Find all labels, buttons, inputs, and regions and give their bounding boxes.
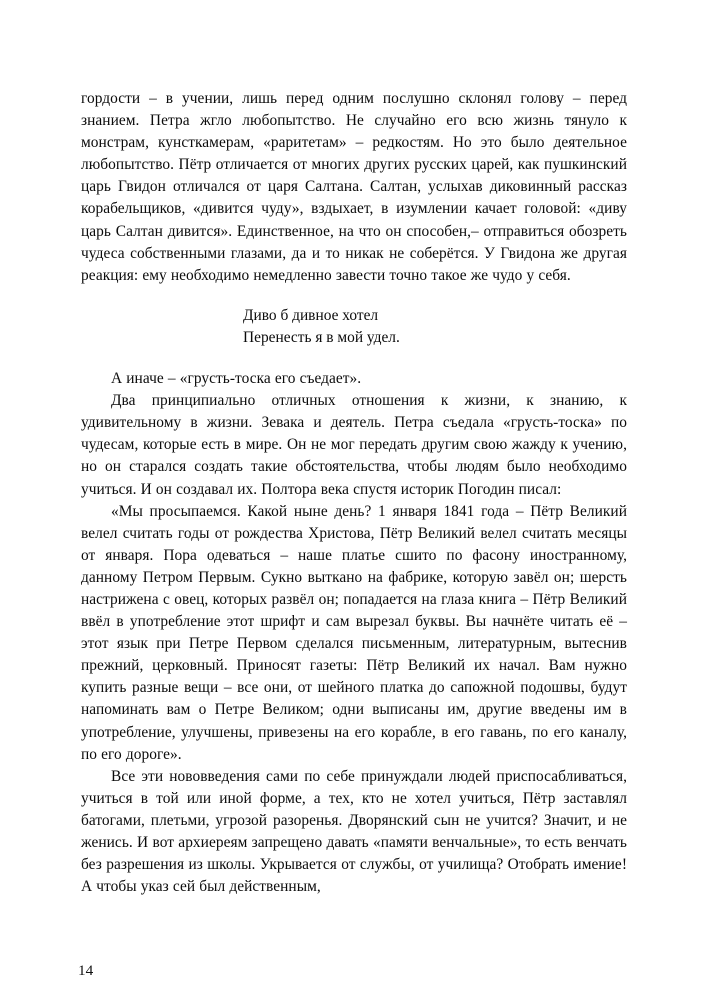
verse-line-2: Перенесть я в мой удел. <box>243 328 400 346</box>
page-number: 14 <box>78 962 94 979</box>
paragraph-2: А иначе – «грусть-тоска его съедает». <box>111 370 362 388</box>
paragraph-3: Два принципиально отличных отношения к жизни, к знанию, к удивительному в жизни. Зевака и деятель. Петра съедала «грусть-тоска» по чудесам, которые есть в мире. Он не мог передать другим свою жажду к учению, но он старался создать такие обстоятельства, чтобы людям было необходимо учиться. И он создавал их. Полтора века спустя историк Погодин писал: <box>81 392 627 498</box>
verse-quote-block <box>81 287 627 368</box>
verse-line-1: Диво б дивное хотел <box>243 306 379 324</box>
paragraph-1: гордости – в учении, лишь перед одним послушно склонял голову – перед знанием. Петра жгло любопытство. Не случайно его всю жизнь тянуло к монстрам, кунсткамерам, «раритетам» – редкостям. Но это было деятельное любопытство. Пётр отличается от многих других русских царей, как пушкинский царь Гвидон отличался от царя Салтана. Салтан, услыхав диковинный рассказ корабельщиков, «дивится чуду», вздыхает, в изумлении качает головой: «диву царь Салтан дивится». Единственное, на что он способен,– отправиться обозреть чудеса собственными глазами, да и то никак не соберётся. У Гвидона же другая реакция: ему необходимо немедленно завести точно такое же чудо у себя. <box>81 90 627 284</box>
paragraph-4: «Мы просыпаемся. Какой ныне день? 1 января 1841 года – Пётр Великий велел считать годы от рождества Христова, Пётр Великий велел считать месяцы от января. Пора одеваться – наше платье сшито по фасону иностранному, данному Петром Первым. Сукно выткано на фабрике, которую завёл он; шерсть настрижена с овец, которых развёл он; попадается на глаза книга – Пётр Великий ввёл в употребление этот шрифт и сам вырезал буквы. Вы начнёте читать её – этот язык при Петре Первом сделался письменным, литературным, вытеснив прежний, церковный. Приносят газеты: Пётр Великий их начал. Вам нужно купить разные вещи – все они, от шейного платка до сапожной подошвы, будут напоминать вам о Петре Великом; одни выписаны им, другие введены им в употребление, улучшены, привезены на его корабле, в его гавань, по его каналу, по его дороге». <box>81 502 627 763</box>
page-text-body <box>81 88 627 898</box>
paragraph-5: Все эти нововведения сами по себе принуждали людей приспосабливаться, учиться в той или иной форме, а тех, кто не хотел учиться, Пётр заставлял батогами, плетьми, угрозой разоренья. Дворянский сын не учится? Значит, и не женись. И вот архиереям запрещено давать «памяти венчальные», то есть венчать без разрешения из школы. Укрывается от службы, от училища? Отобрать имение! А чтобы указ сей был действенным, <box>81 767 627 896</box>
